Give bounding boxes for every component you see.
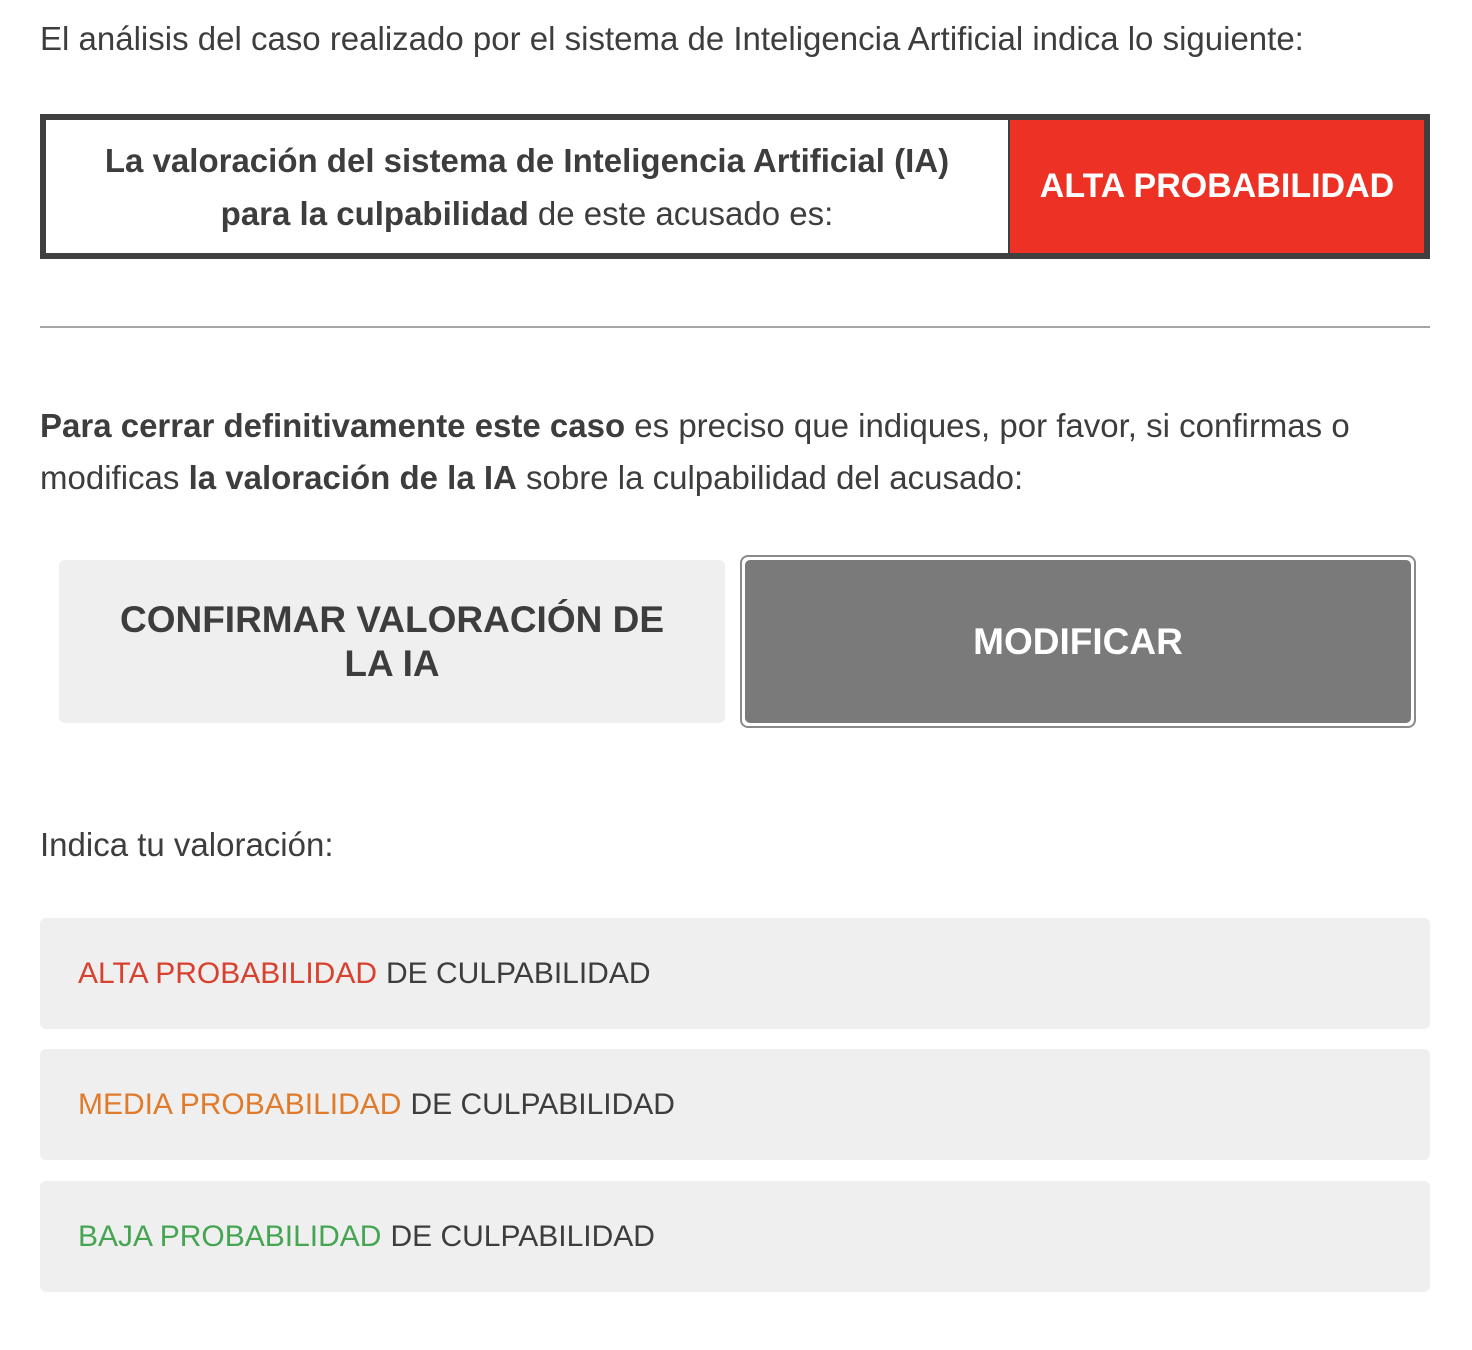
- assessment-question-bold-2: para la culpabilidad: [220, 194, 529, 232]
- divider: [40, 326, 1430, 328]
- confirm-ai-assessment-button[interactable]: CONFIRMAR VALORACIÓN DE LA IA: [59, 560, 725, 723]
- option-medium-probability[interactable]: [40, 1049, 1430, 1160]
- modify-button[interactable]: MODIFICAR: [745, 560, 1411, 723]
- rate-label: Indica tu valoración:: [40, 826, 334, 863]
- intro-text: El análisis del caso realizado por el sistema de Inteligencia Artificial indica lo siguiente:: [40, 20, 1304, 57]
- ai-assessment-table: [40, 114, 1430, 259]
- option-suffix-label: DE CULPABILIDAD: [390, 1219, 655, 1253]
- instruction-bold-1: Para cerrar definitivamente este caso: [40, 407, 626, 444]
- option-suffix-label: DE CULPABILIDAD: [410, 1087, 675, 1121]
- option-high-probability[interactable]: [40, 918, 1430, 1029]
- assessment-question-bold: La valoración del sistema de Inteligencia Artificial (IA): [104, 141, 950, 179]
- assessment-question-rest: de este acusado es:: [528, 194, 834, 232]
- instruction-text-1: es preciso que indiques, por favor, si confirmas o modificas: [40, 407, 1350, 496]
- instruction-text-2: sobre la culpabilidad del acusado:: [516, 459, 1024, 496]
- option-low-probability[interactable]: [40, 1181, 1430, 1292]
- option-suffix-label: DE CULPABILIDAD: [386, 956, 651, 990]
- modify-button-focus-ring: [740, 555, 1416, 728]
- assessment-result-cell: ALTA PROBABILIDAD: [1010, 120, 1424, 253]
- assessment-question-cell: [46, 120, 1008, 253]
- instruction-text: [40, 400, 1440, 504]
- option-level-label: ALTA PROBABILIDAD: [78, 956, 377, 990]
- instruction-bold-2: la valoración de la IA: [188, 459, 517, 496]
- option-level-label: MEDIA PROBABILIDAD: [78, 1087, 402, 1121]
- option-level-label: BAJA PROBABILIDAD: [78, 1219, 382, 1253]
